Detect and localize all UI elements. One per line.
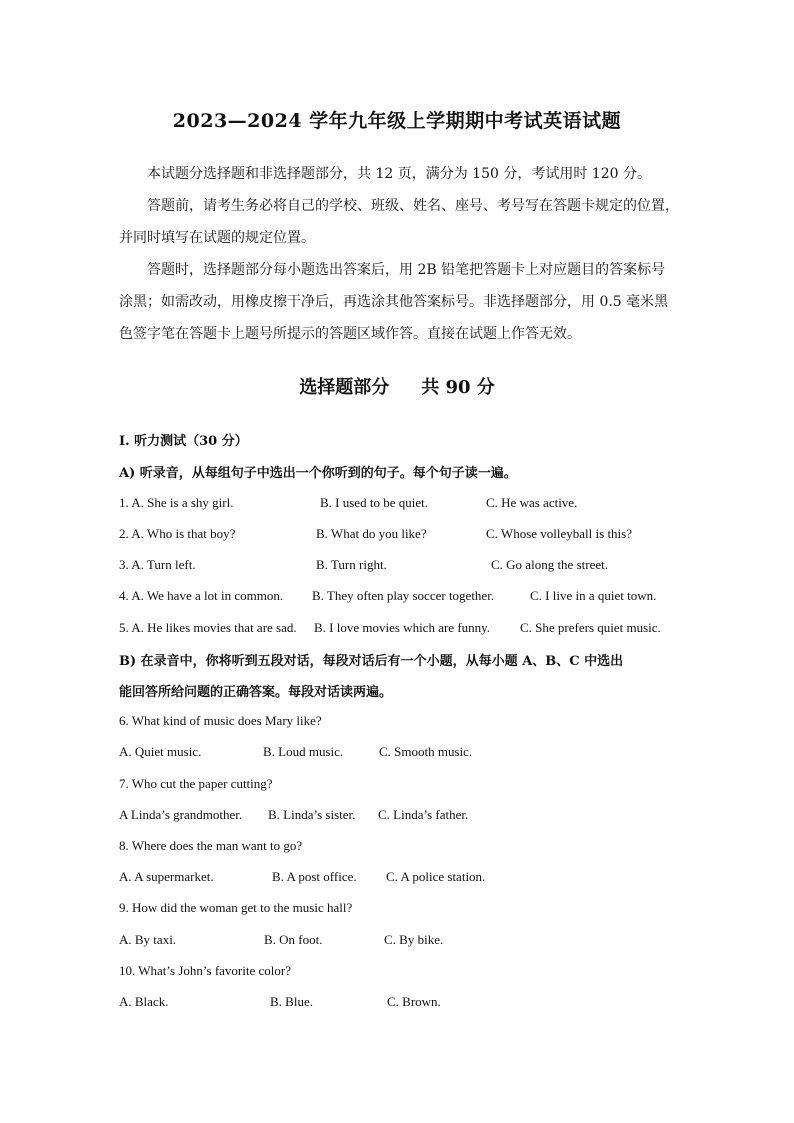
intro-paragraph-2: 答题前，请考生务必将自己的学校、班级、姓名、座号、考号写在答题卡规定的位置，并同时填写在试题的规定位置。: [119, 198, 679, 246]
part1-b-heading-line2: 能回答所给问题的正确答案。每段对话读两遍。: [119, 685, 393, 700]
q4-option-b: B. They often play soccer together.: [312, 588, 495, 603]
section-title-right: 共 90 分: [421, 377, 495, 398]
q8-option-a: A. A supermarket.: [119, 869, 214, 884]
q9-question: 9. How did the woman get to the music hall?: [119, 900, 353, 915]
q2-option-b: B. What do you like?: [316, 526, 427, 541]
q8-question: 8. Where does the man want to go?: [119, 838, 303, 853]
q4-option-c: C. I live in a quiet town.: [530, 588, 657, 603]
q9-option-a: A. By taxi.: [119, 932, 177, 947]
q1-option-a: 1. A. She is a shy girl.: [119, 495, 234, 510]
q10-option-b: B. Blue.: [270, 994, 313, 1009]
q10-option-a: A. Black.: [119, 994, 169, 1009]
q7-option-b: B. Linda’s sister.: [268, 807, 356, 822]
q3-option-b: B. Turn right.: [316, 557, 387, 572]
q8-option-b: B. A post office.: [272, 869, 357, 884]
q9-option-b: B. On foot.: [264, 932, 323, 947]
q2-option-c: C. Whose volleyball is this?: [486, 526, 632, 541]
q5-option-c: C. She prefers quiet music.: [520, 620, 661, 635]
part1-a-heading: A) 听录音，从每组句子中选出一个你听到的句子。每个句子读一遍。: [119, 466, 517, 481]
q6-option-a: A. Quiet music.: [119, 744, 202, 759]
q7-option-c: C. Linda’s father.: [378, 807, 469, 822]
q6-option-b: B. Loud music.: [263, 744, 344, 759]
part1-b-heading-line1: B) 在录音中，你将听到五段对话，每段对话后有一个小题，从每小题 A、B、C 中选出: [119, 654, 624, 669]
q5-option-a: 5. A. He likes movies that are sad.: [119, 620, 297, 635]
q1-option-b: B. I used to be quiet.: [320, 495, 428, 510]
q10-question: 10. What’s John’s favorite color?: [119, 963, 291, 978]
q1-option-c: C. He was active.: [486, 495, 578, 510]
q3-option-c: C. Go along the street.: [491, 557, 608, 572]
q9-option-c: C. By bike.: [384, 932, 444, 947]
section-title: [0, 373, 794, 399]
intro-paragraph-3: 答题时，选择题部分每小题选出答案后，用 2B 铅笔把答题卡上对应题目的答案标号涂黑；如需改动，用橡皮擦干净后，再选涂其他答案标号。非选择题部分，用 0.5 毫米黑色签字笔在答题卡上题号所提示的答题区域作答。直接在试题上作答无效。: [119, 262, 669, 342]
q4-option-a: 4. A. We have a lot in common.: [119, 588, 284, 603]
exam-title: 2023—2024 学年九年级上学期期中考试英语试题: [172, 110, 622, 132]
section-title-left: 选择题部分: [299, 377, 390, 398]
part1-heading: I. 听力测试（30 分）: [119, 434, 248, 449]
q10-option-c: C. Brown.: [387, 994, 441, 1009]
intro-paragraph-1: 本试题分选择题和非选择题部分，共 12 页，满分为 150 分，考试用时 120 分。: [147, 166, 651, 182]
q5-option-b: B. I love movies which are funny.: [314, 620, 491, 635]
q6-option-c: C. Smooth music.: [379, 744, 473, 759]
q7-question: 7. Who cut the paper cutting?: [119, 776, 273, 791]
q2-option-a: 2. A. Who is that boy?: [119, 526, 236, 541]
q6-question: 6. What kind of music does Mary like?: [119, 713, 322, 728]
q7-option-a: A Linda’s grandmother.: [119, 807, 243, 822]
q3-option-a: 3. A. Turn left.: [119, 557, 196, 572]
q8-option-c: C. A police station.: [386, 869, 486, 884]
